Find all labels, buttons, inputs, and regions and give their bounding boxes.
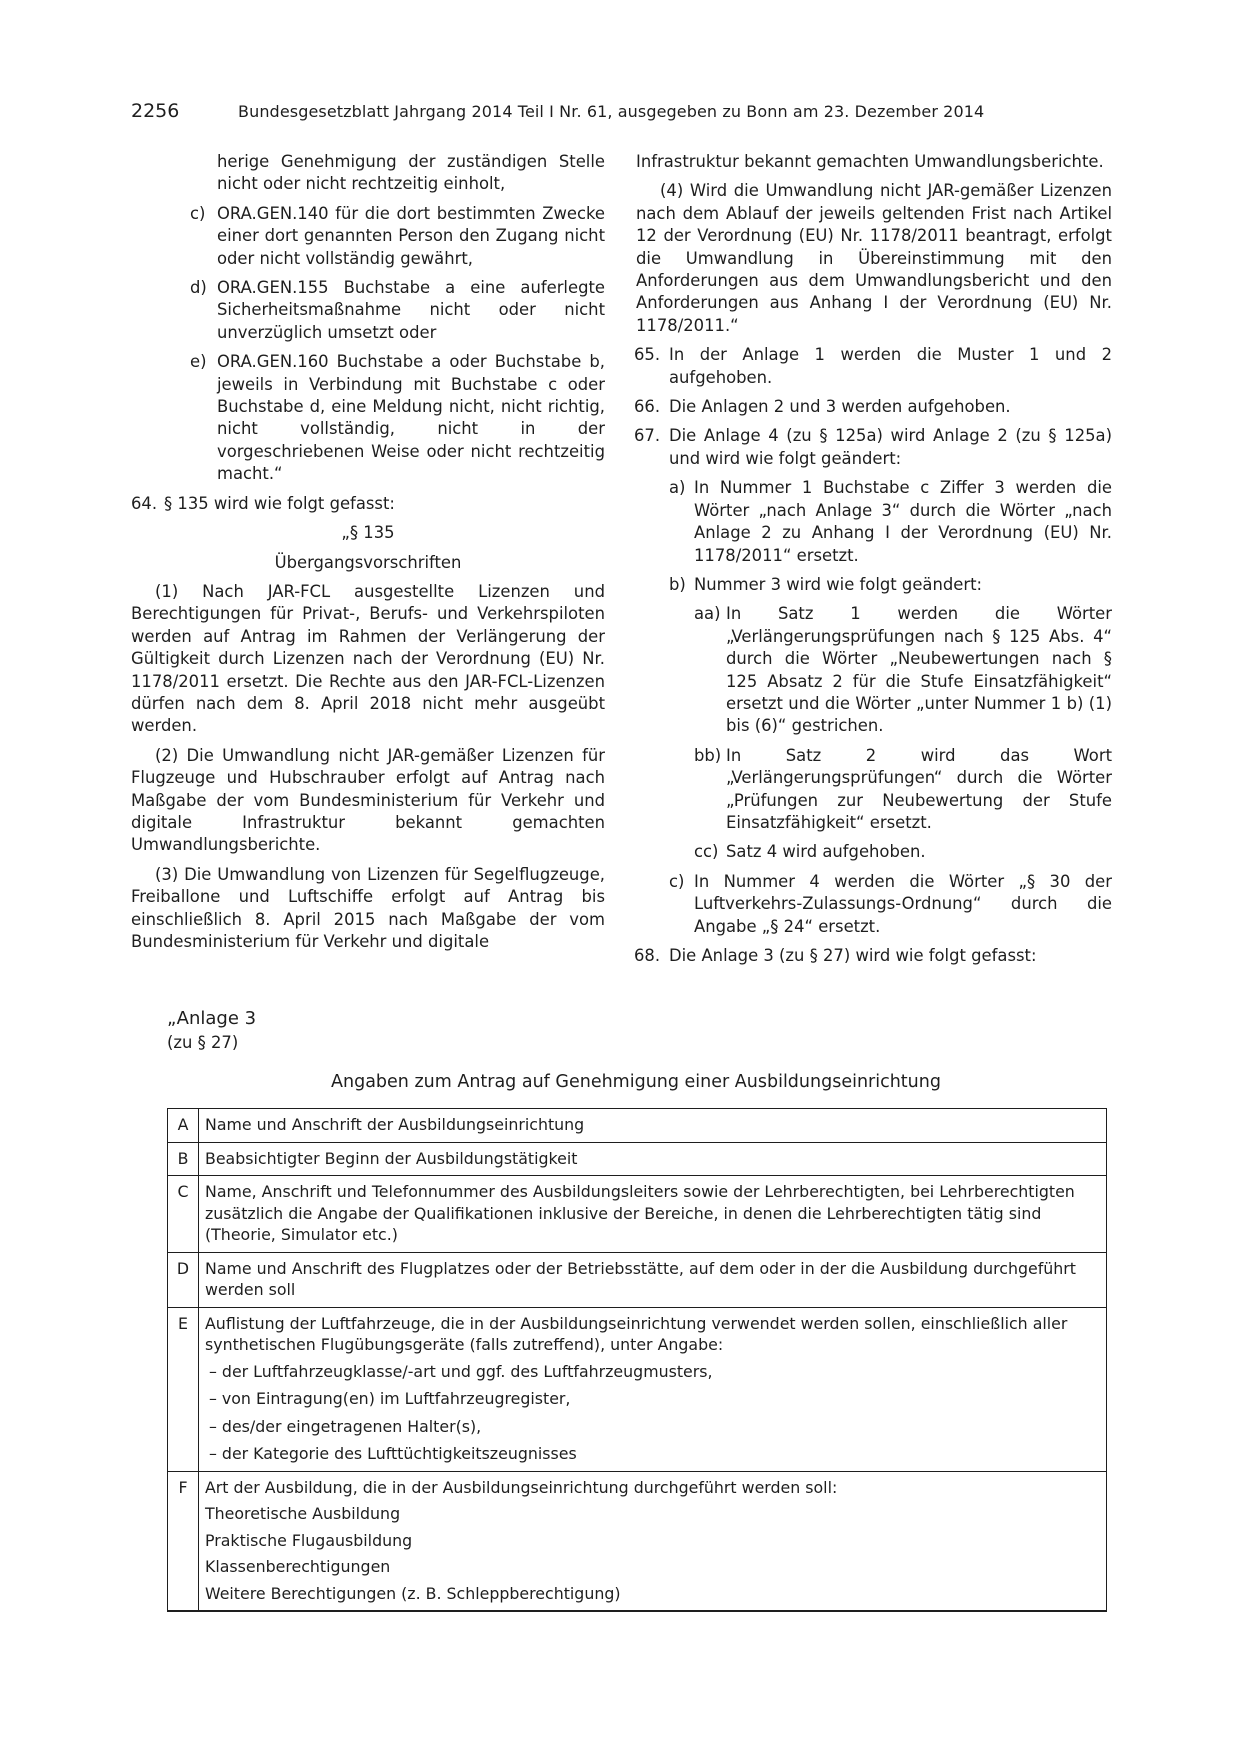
list-item-text: § 135 wird wie folgt gefasst:	[164, 493, 395, 513]
row-line: Name und Anschrift der Ausbildungseinrichtung	[205, 1115, 585, 1134]
row-line: – der Luftfahrzeugklasse/-art und ggf. des Luftfahrzeugmusters,	[209, 1361, 713, 1381]
list-item-text: In der Anlage 1 werden die Muster 1 und 2 aufgehoben.	[669, 345, 1112, 387]
row-key: A	[168, 1109, 199, 1143]
list-item-label: c)	[190, 203, 206, 223]
list-item-64	[131, 493, 605, 515]
right-column	[636, 151, 1112, 967]
list-item-text: ORA.GEN.140 für die dort bestimmten Zwecke einer dort genannten Person den Zugang nicht oder nicht vollständig gewährt,	[217, 203, 605, 268]
row-content	[199, 1471, 1107, 1611]
row-line: Weitere Berechtigungen (z. B. Schleppberechtigung)	[205, 1583, 621, 1603]
list-item-e	[131, 351, 605, 485]
application-form-table	[167, 1108, 1107, 1612]
list-item-label: 67.	[634, 426, 661, 446]
row-line: Name, Anschrift und Telefonnummer des Ausbildungsleiters sowie der Lehrberechtigten, bei Lehrberechtigten zusätzlich die Angabe der Qualifikationen inklusive der Bereiche, in denen die Lehrberechtigten tätig sind (Theorie, Simulator etc.)	[205, 1182, 1075, 1244]
list-item-label: b)	[669, 574, 686, 594]
list-item-67	[636, 425, 1112, 470]
list-item-text: In Satz 1 werden die Wörter „Verlängerungsprüfungen nach § 125 Abs. 4“ durch die Wörter „Neubewertungen nach § 125 Absatz 2 für die Stufe Einsatzfähigkeit“ ersetzt und die Wörter „unter Nummer 1 b) (1) bis (6)“ gestrichen.	[726, 604, 1112, 736]
list-item-text: Nummer 3 wird wie folgt geändert:	[694, 574, 983, 594]
left-column	[131, 151, 605, 953]
list-item-67b-cc	[636, 841, 1112, 863]
row-content	[199, 1252, 1107, 1307]
table-row	[168, 1471, 1107, 1611]
list-item-label: 65.	[634, 345, 661, 365]
list-item-68	[636, 945, 1112, 967]
list-item-text: In Satz 2 wird das Wort „Verlängerungsprüfungen“ durch die Wörter „Prüfungen zur Neubewertung der Stufe Einsatzfähigkeit“ ersetzt.	[726, 745, 1112, 832]
row-line: Auflistung der Luftfahrzeuge, die in der Ausbildungseinrichtung verwendet werden sollen, einschließlich aller synthetischen Flugübungsgeräte (falls zutreffend), unter Angabe:	[205, 1313, 1068, 1354]
row-line: – von Eintragung(en) im Luftfahrzeugregister,	[209, 1389, 571, 1408]
paragraph-4: (4) Wird die Umwandlung nicht JAR-gemäßer Lizenzen nach dem Ablauf der jeweils geltenden Frist nach Artikel 12 der Verordnung (EU) Nr. 1178/2011 beantragt, erfolgt die Umwandlung in Übereinstimmung mit den Anforderungen aus dem Umwandlungsbericht und den Anforderungen aus Anhang I der Verordnung (EU) Nr. 1178/2011.“	[636, 181, 1112, 335]
row-line: Name und Anschrift des Flugplatzes oder der Betriebsstätte, auf dem oder in der die Ausbildung durchgeführt werden soll	[205, 1258, 1076, 1299]
annex-reference: (zu § 27)	[167, 1033, 239, 1052]
table-row	[168, 1307, 1107, 1471]
annex-title: „Anlage 3	[167, 1008, 257, 1029]
list-item-d	[131, 277, 605, 344]
running-title: Bundesgesetzblatt Jahrgang 2014 Teil I Nr. 61, ausgegeben zu Bonn am 23. Dezember 2014	[238, 102, 985, 121]
list-item-label: d)	[190, 278, 207, 298]
row-line: Theoretische Ausbildung	[205, 1504, 401, 1523]
row-content	[199, 1176, 1107, 1253]
paragraph-3: (3) Die Umwandlung von Lizenzen für Segelflugzeuge, Freiballone und Luftschiffe erfolgt auf Antrag bis einschließlich 8. April 2015 nach Maßgabe der vom Bundesministerium für Verkehr und digitale	[131, 864, 605, 951]
list-item-text: Die Anlage 4 (zu § 125a) wird Anlage 2 (zu § 125a) und wird wie folgt geändert:	[669, 426, 1112, 468]
row-key: B	[168, 1142, 199, 1176]
list-item-text: ORA.GEN.160 Buchstabe a oder Buchstabe b, jeweils in Verbindung mit Buchstabe c oder Buchstabe d, eine Meldung nicht, nicht richtig, nicht vollständig, nicht in der vorgeschriebenen Weise oder nicht rechtzeitig macht.“	[217, 352, 605, 484]
list-item-text: In Nummer 4 werden die Wörter „§ 30 der Luftverkehrs-Zulassungs-Ordnung“ durch die Angabe „§ 24“ ersetzt.	[694, 871, 1112, 936]
list-item-label: e)	[190, 352, 207, 372]
list-item-text: Die Anlage 3 (zu § 27) wird wie folgt gefasst:	[669, 946, 1037, 965]
row-content	[199, 1109, 1107, 1143]
continued-text: Infrastruktur bekannt gemachten Umwandlungsberichte.	[636, 152, 1104, 171]
table-caption: Angaben zum Antrag auf Genehmigung einer Ausbildungseinrichtung	[331, 1072, 941, 1092]
list-item-text: ORA.GEN.155 Buchstabe a eine auferlegte Sicherheitsmaßnahme nicht oder nicht unverzüglich umsetzt oder	[217, 278, 605, 342]
row-line: – des/der eingetragenen Halter(s),	[209, 1416, 482, 1436]
table-row	[168, 1109, 1107, 1143]
list-item-67b-aa	[636, 603, 1112, 737]
page-number: 2256	[131, 100, 180, 122]
row-line: Beabsichtigter Beginn der Ausbildungstätigkeit	[205, 1148, 578, 1168]
row-content	[199, 1142, 1107, 1176]
list-item-66	[636, 396, 1112, 418]
list-item-67b-bb	[636, 745, 1112, 835]
list-item-c	[131, 203, 605, 270]
list-item-label: cc)	[694, 842, 719, 862]
list-item-67b	[636, 574, 1112, 596]
section-number: „§ 135	[341, 523, 395, 543]
row-line: Praktische Flugausbildung	[205, 1530, 413, 1550]
row-key: D	[168, 1252, 199, 1307]
table-row	[168, 1176, 1107, 1253]
row-line: Art der Ausbildung, die in der Ausbildungseinrichtung durchgeführt werden soll:	[205, 1477, 838, 1497]
list-item-label: a)	[669, 478, 686, 498]
list-item-text: Die Anlagen 2 und 3 werden aufgehoben.	[669, 397, 1011, 417]
row-key: E	[168, 1307, 199, 1471]
row-line: – der Kategorie des Lufttüchtigkeitszeugnisses	[209, 1444, 577, 1463]
section-title: Übergangsvorschriften	[274, 552, 462, 572]
list-item-text: In Nummer 1 Buchstabe c Ziffer 3 werden die Wörter „nach Anlage 3“ durch die Wörter „nach Anlage 2 zu Anhang I der Verordnung (EU) Nr. 1178/2011“ ersetzt.	[694, 478, 1112, 565]
list-item-text: Satz 4 wird aufgehoben.	[726, 842, 926, 862]
row-key: F	[168, 1471, 199, 1611]
table-row	[168, 1142, 1107, 1176]
paragraph-1: (1) Nach JAR-FCL ausgestellte Lizenzen und Berechtigungen für Privat-, Berufs- und Verkehrspiloten werden auf Antrag im Rahmen der Verlängerung der Gültigkeit durch Lizenzen nach der Verordnung (EU) Nr. 1178/2011 ersetzt. Die Rechte aus den JAR-FCL-Lizenzen dürfen nach dem 8. April 2018 nicht mehr ausgeübt werden.	[131, 581, 605, 736]
row-content	[199, 1307, 1107, 1471]
list-item-65	[636, 344, 1112, 389]
paragraph-2: (2) Die Umwandlung nicht JAR-gemäßer Lizenzen für Flugzeuge und Hubschrauber erfolgt auf Antrag nach Maßgabe der vom Bundesministerium für Verkehr und digitale Infrastruktur bekannt gemachten Umwandlungsberichte.	[131, 745, 605, 855]
list-item-label: 66.	[634, 397, 661, 417]
list-item-label: c)	[669, 871, 685, 891]
list-item-label: 64.	[131, 493, 158, 513]
continued-text: herige Genehmigung der zuständigen Stelle nicht oder nicht rechtzeitig einholt,	[217, 152, 605, 194]
table-row	[168, 1252, 1107, 1307]
row-line: Klassenberechtigungen	[205, 1557, 391, 1576]
list-item-67a	[636, 477, 1112, 567]
list-item-label: bb)	[694, 745, 722, 765]
list-item-67c	[636, 871, 1112, 938]
list-item-label: 68.	[634, 946, 661, 965]
row-key: C	[168, 1176, 199, 1253]
list-item-label: aa)	[694, 604, 721, 624]
